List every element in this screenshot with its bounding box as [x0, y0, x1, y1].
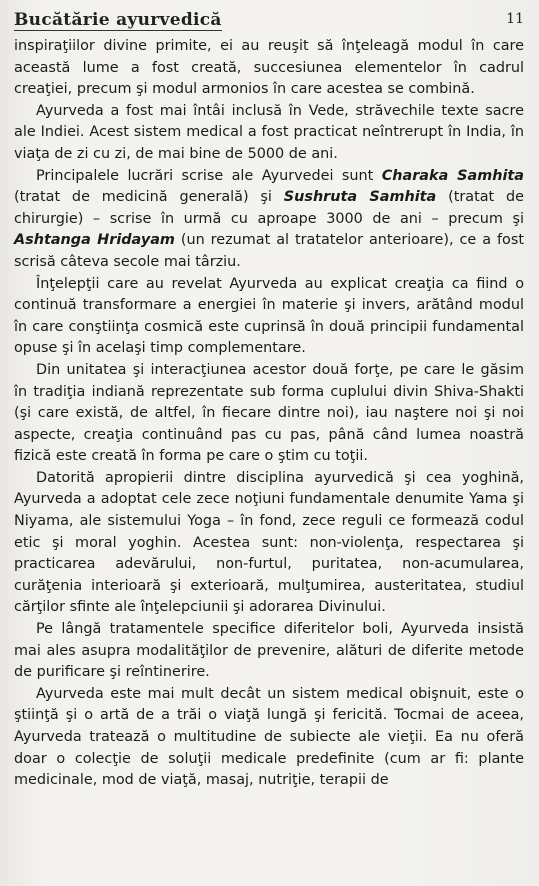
text-run: (un rezumat al tratatelor anterioare), ce a fost scrisă câteva secole mai târziu. [14, 232, 524, 270]
title-charaka-samhita: Charaka Samhita [381, 167, 524, 184]
paragraph: Înţelepţii care au revelat Ayurveda au explicat creaţia ca fiind o continuă transformare a energiei în materie şi invers, arătând modul în care conştiinţa cosmică este cuprinsă în două principii fundamental opuse şi în acelaşi timp complementare. [14, 275, 524, 357]
paragraph: Ayurveda este mai mult decât un sistem medical obişnuit, este o ştiinţă şi o artă de a trăi o viaţă lungă şi fericită. Tocmai de aceea, Ayurveda tratează o multitudine de subiecte ale vieţii. Ea nu oferă doar o colecţie de soluţii medicale predefinite (cum ar fi: plante medicinale, mod de viaţă, masaj, nutriţie, terapii de [14, 685, 524, 789]
paragraph: Pe lângă tratamentele specifice diferitelor boli, Ayurveda insistă mai ales asupra modalităţilor de prevenire, alături de diferite metode de purificare şi reîntinerire. [14, 621, 524, 681]
paragraph: Din unitatea şi interacţiunea acestor două forţe, pe care le găsim în tradiţia indiană reprezentate sub forma cuplului divin Shiva-Shakti (şi care există, de altfel, în fiecare dintre noi), iau naştere noi şi noi aspecte, creaţia continuând pas cu pas, până când lumea noastră fizică este creată în forma pe care o ştim cu toţii. [14, 361, 524, 465]
paragraph: Datorită apropierii dintre disciplina ayurvedică şi cea yoghină, Ayurveda a adoptat cele zece noţiuni fundamentale denumite Yama şi Niyama, ale sistemului Yoga – în fond, zece reguli ce formează codul etic şi moral yoghin. Acestea sunt: non-violenţa, respectarea şi practicarea adevărului, non-furtul, puritatea, non-acumularea, curăţenia interioară şi exterioară, mulţumirea, austeritatea, studiul cărţilor sfinte ale înţelepciunii şi adorarea Divinului. [14, 469, 524, 616]
body-text [14, 36, 524, 792]
page-header [14, 8, 524, 34]
title-sushruta-samhita: Sushruta Samhita [283, 189, 437, 206]
page-number: 11 [506, 11, 524, 27]
text-run: (tratat de medicină generală) şi [14, 189, 284, 206]
running-head: Bucătărie ayurvedică [14, 10, 222, 30]
paragraph-continued: inspiraţiilor divine primite, ei au reuşit să înţeleagă modul în care această lume a fost creată, succesiunea elementelor în cadrul creaţiei, precum şi modul armonios în care acestea se combină. [14, 38, 524, 98]
text-run: (tratat de chirurgie) – scrise în urmă cu aproape 3000 de ani – precum şi [14, 189, 524, 227]
paragraph-with-titles [14, 166, 524, 274]
text-run: Principalele lucrări scrise ale Ayurvedei sunt [36, 167, 382, 184]
title-ashtanga-hridayam: Ashtanga Hridayam [14, 232, 175, 249]
paragraph: Ayurveda a fost mai întâi inclusă în Vede, străvechile texte sacre ale Indiei. Acest sistem medical a fost practicat neîntrerupt în India, în viaţa de zi cu zi, de mai bine de 5000 de ani. [14, 102, 524, 162]
